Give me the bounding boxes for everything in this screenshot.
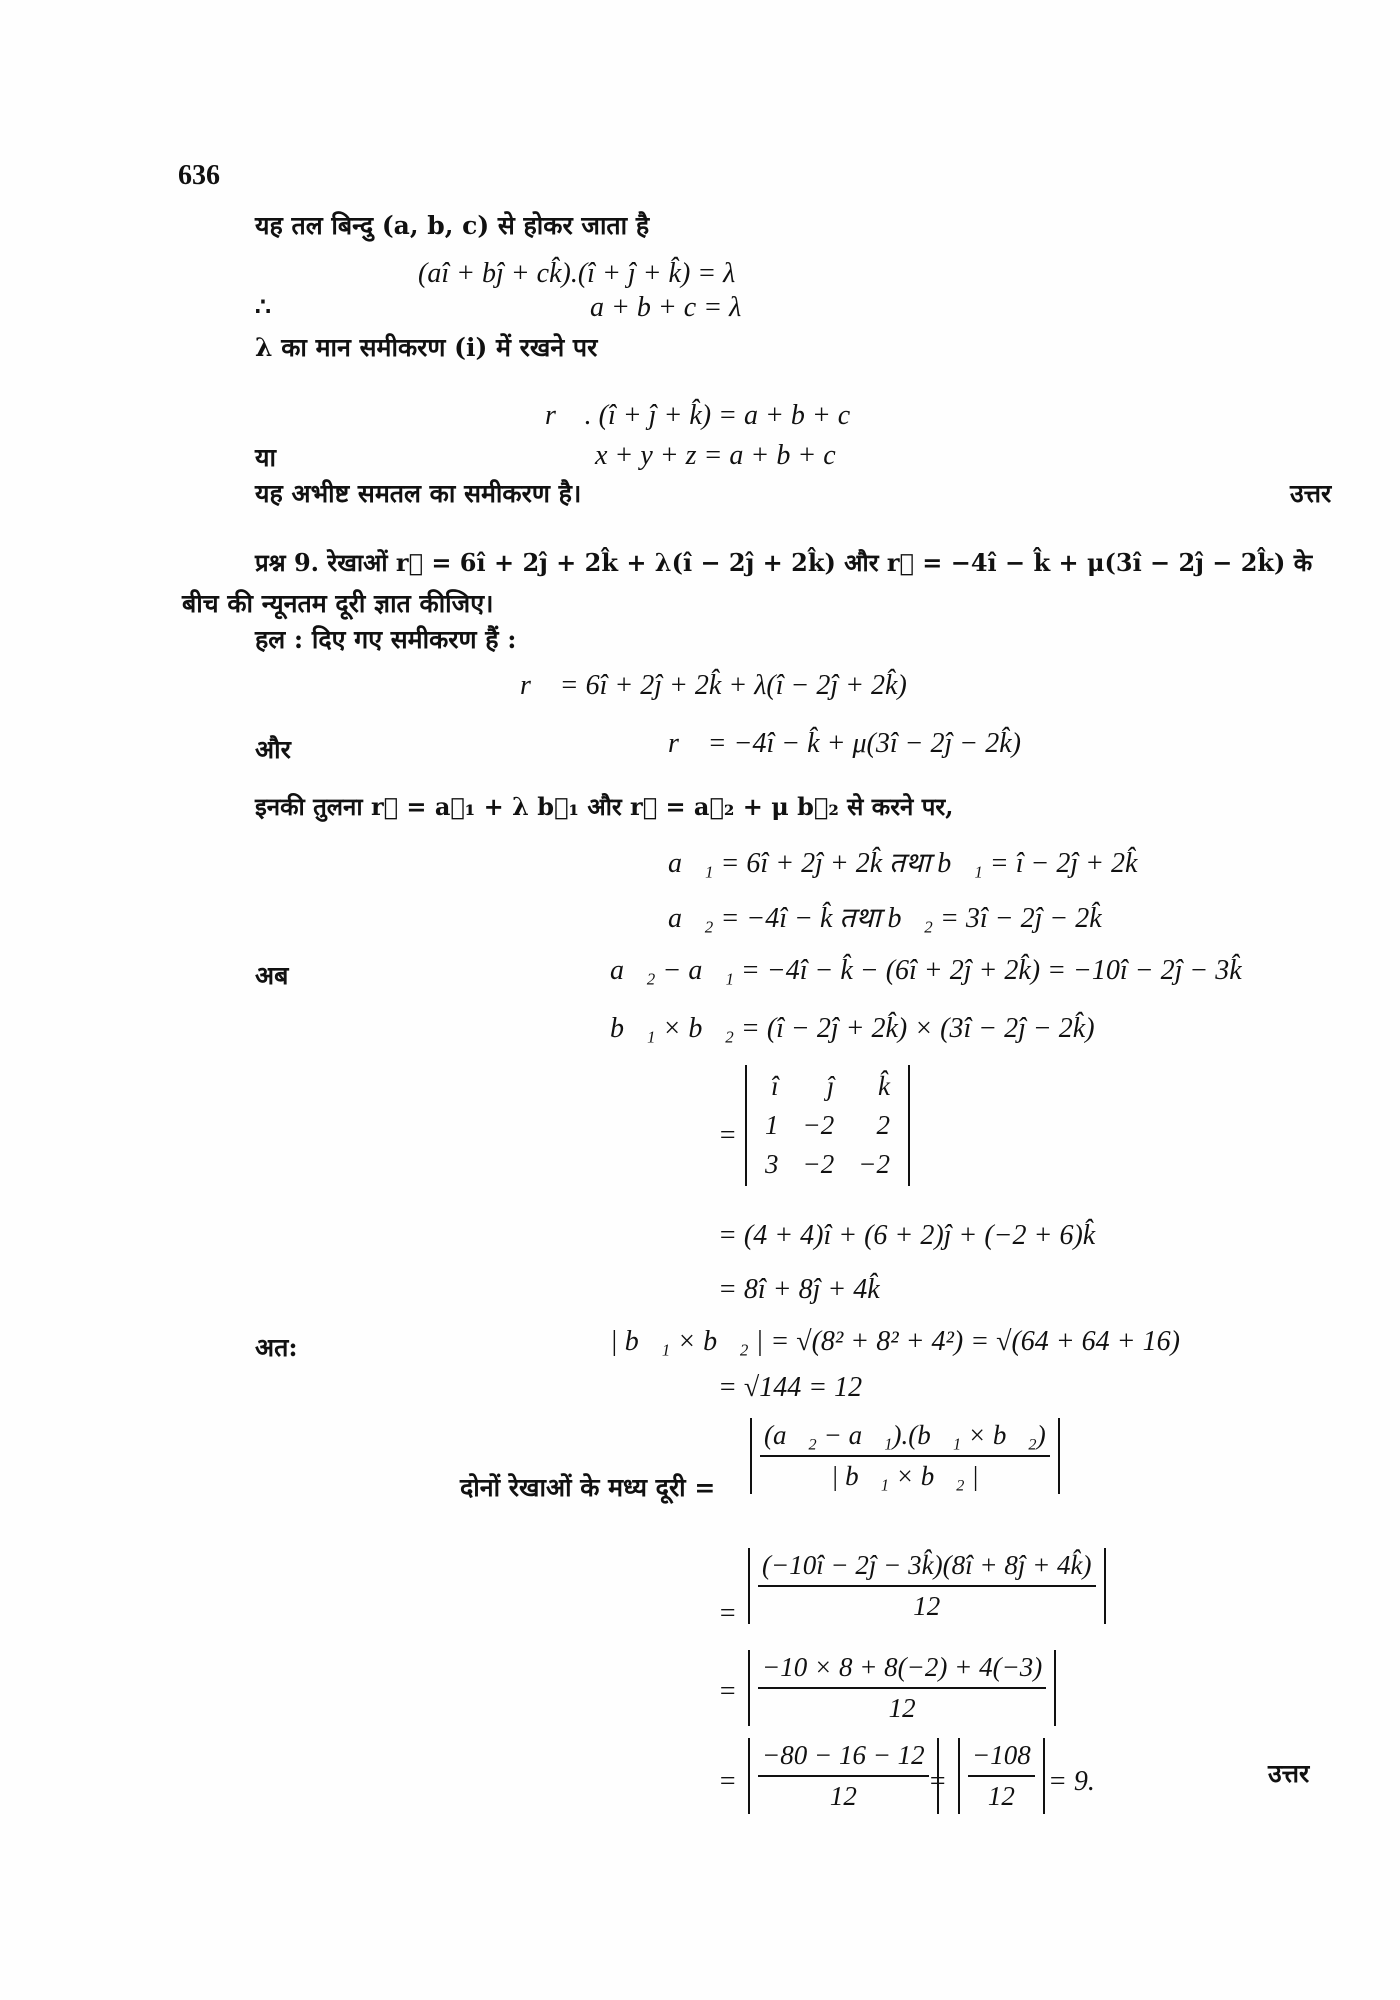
denominator: | b⃗₁ × b⃗₂ | [830,1461,979,1491]
numerator: (a⃗₂ − a⃗₁).(b⃗₁ × b⃗₂) [760,1420,1050,1457]
det-cell: 1 [765,1110,779,1140]
text-label: अब [255,961,289,990]
therefore-symbol: ∴ [255,292,271,321]
equation: = (4 + 4)î + (6 + 2)ĵ + (−2 + 6)k̂ [718,1220,1096,1251]
det-cell: −2 [802,1149,835,1179]
page-number: 636 [178,160,220,191]
equation: r⃗ = 6î + 2ĵ + 2k̂ + λ(î − 2ĵ + 2k̂) [520,670,907,701]
det-cell: ĵ [826,1071,835,1101]
text-line: इनकी तुलना r⃗ = a⃗₁ + λ b⃗₁ और r⃗ = a⃗₂ + μ b⃗₂ से करने पर, [255,792,954,821]
numerator: −108 [968,1740,1035,1777]
text-label: या [255,443,276,472]
numerator: −80 − 16 − 12 [758,1740,929,1777]
question-9-cont: बीच की न्यूनतम दूरी ज्ञात कीजिए। [182,589,494,618]
equation: r⃗ = −4î − k̂ + μ(3î − 2ĵ − 2k̂) [668,728,1021,759]
equation: = √144 = 12 [718,1372,863,1403]
denominator: 12 [829,1781,857,1811]
det-cell: 3 [765,1149,779,1179]
det-cell: 2 [876,1110,890,1140]
fraction [748,1548,1106,1624]
distance-label: दोनों रेखाओं के मध्य दूरी = [460,1473,716,1502]
question-9: प्रश्न 9. रेखाओं r⃗ = 6î + 2ĵ + 2k̂ + λ(î − 2ĵ + 2k̂) और r⃗ = −4î − k̂ + μ(3î − 2ĵ − 2k̂) के [255,548,1313,577]
fraction [958,1738,1045,1814]
determinant [745,1065,910,1186]
equation: r⃗ . (î + ĵ + k̂) = a + b + c [545,400,851,431]
distance-formula [750,1418,1060,1494]
equation: b⃗₁ × b⃗₂ = (î − 2ĵ + 2k̂) × (3î − 2ĵ − 2k̂) [610,1013,1095,1044]
solution-heading: हल : दिए गए समीकरण हैं : [255,625,517,654]
numerator: (−10î − 2ĵ − 3k̂)(8î + 8ĵ + 4k̂) [758,1550,1096,1587]
equation: (aî + bĵ + ck̂).(î + ĵ + k̂) = λ [418,258,736,289]
equation: a⃗₂ − a⃗₁ = −4î − k̂ − (6î + 2ĵ + 2k̂) = −10î − 2ĵ − 3k̂ [610,955,1242,986]
denominator: 12 [987,1781,1015,1811]
text-line: λ का मान समीकरण (i) में रखने पर [255,333,598,362]
denominator: 12 [913,1591,941,1621]
text-line: यह तल बिन्दु (a, b, c) से होकर जाता है [255,211,650,240]
text-label: अत: [255,1333,298,1362]
equals-sign: = [718,1120,737,1151]
final-answer: = 9. [1048,1766,1095,1797]
det-cell: −2 [802,1110,835,1140]
equation: a⃗₁ = 6î + 2ĵ + 2k̂ तथा b⃗₁ = î − 2ĵ + 2k̂ [668,848,1138,879]
equation: = 8î + 8ĵ + 4k̂ [718,1274,880,1305]
answer-label: उत्तर [1290,479,1332,508]
text-line: यह अभीष्ट समतल का समीकरण है। [255,479,582,508]
det-cell: k̂ [877,1071,890,1101]
det-cell: −2 [858,1149,890,1179]
fraction [748,1738,939,1814]
equation: | b⃗₁ × b⃗₂ | = √(8² + 8² + 4²) = √(64 + 64 + 16) [610,1326,1180,1357]
equation: a + b + c = λ [590,292,742,323]
denominator: 12 [888,1693,916,1723]
numerator: −10 × 8 + 8(−2) + 4(−3) [758,1652,1046,1689]
equation: x + y + z = a + b + c [595,440,836,471]
fraction [748,1650,1056,1726]
text-label: और [255,735,291,764]
equals-sign: = [718,1676,737,1707]
equals-sign: = [718,1766,737,1797]
equals-sign: = [718,1598,737,1629]
answer-label: उत्तर [1268,1759,1310,1788]
det-cell: î [770,1071,779,1101]
equation: a⃗₂ = −4î − k̂ तथा b⃗₂ = 3î − 2ĵ − 2k̂ [668,903,1102,934]
equals-sign: = [928,1766,947,1797]
